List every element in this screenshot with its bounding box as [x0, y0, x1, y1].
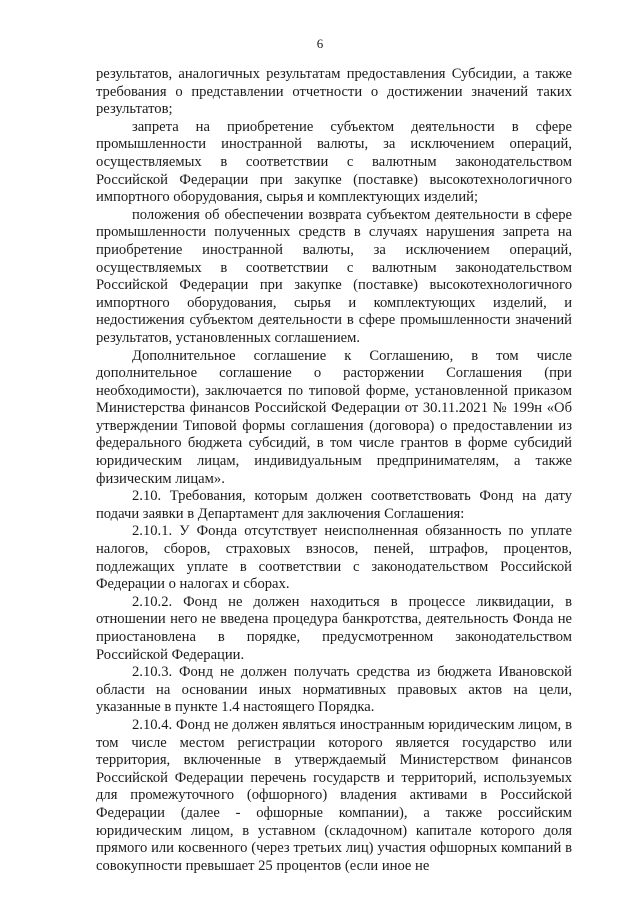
paragraph: Дополнительное соглашение к Соглашению, в том числе дополнительное соглашение о расторжении Соглашения (при необходимости), заключается по типовой форме, установленной приказом Министерства финансов Российской Федерации от 30.11.2021 № 199н «Об утверждении Типовой формы соглашения (договора) о предоставлении из федерального бюджета субсидий, в том числе грантов в форме субсидий юридическим лицам, индивидуальным предпринимателям, а также физическим лицам».: [96, 347, 572, 487]
page-number: 6: [316, 36, 324, 51]
paragraph-2-10-4: 2.10.4. Фонд не должен являться иностранным юридическим лицом, в том числе местом регистрации которого является государство или территория, включенные в утверждаемый Министерством финансов Российской Федерации перечень государств и территорий, используемых для промежуточного (офшорного) владения активами в Российской Федерации (далее - офшорные компании), а также российским юридическим лицом, в уставном (складочном) капитале которого доля прямого или косвенного (через третьих лиц) участия офшорных компаний в совокупности превышает 25 процентов (если иное не: [96, 716, 572, 874]
paragraph-2-10-3: 2.10.3. Фонд не должен получать средства из бюджета Ивановской области на основании иных нормативных правовых актов на цели, указанные в пункте 1.4 настоящего Порядка.: [96, 664, 572, 716]
paragraph-2-10-2: 2.10.2. Фонд не должен находиться в процессе ликвидации, в отношении него не введена процедура банкротства, деятельность Фонда не приостановлена в порядке, предусмотренном законодательством Российской Федерации.: [96, 593, 572, 663]
document-body: [96, 66, 572, 875]
paragraph-continuation: результатов, аналогичных результатам предоставления Субсидии, а также требования о представлении отчетности о достижении значений таких результатов;: [96, 66, 572, 118]
paragraph-section-2-10: 2.10. Требования, которым должен соответствовать Фонд на дату подачи заявки в Департамент для заключения Соглашения:: [96, 488, 572, 522]
paragraph: положения об обеспечении возврата субъектом деятельности в сфере промышленности полученных средств в случаях нарушения запрета на приобретение иностранной валюты, за исключением операций, осуществляемых в соответствии с валютным законодательством Российской Федерации при закупке (поставке) высокотехнологичного импортного оборудования, сырья и комплектующих изделий, и недостижения субъектом деятельности в сфере промышленности значений результатов, установленных соглашением.: [96, 206, 572, 346]
paragraph-2-10-1: 2.10.1. У Фонда отсутствует неисполненная обязанность по уплате налогов, сборов, страховых взносов, пеней, штрафов, процентов, подлежащих уплате в соответствии с законодательством Российской Федерации о налогах и сборах.: [96, 523, 572, 593]
paragraph: запрета на приобретение субъектом деятельности в сфере промышленности иностранной валюты, за исключением операций, осуществляемых в соответствии с валютным законодательством Российской Федерации при закупке (поставке) высокотехнологичного импортного оборудования, сырья и комплектующих изделий;: [96, 118, 572, 206]
